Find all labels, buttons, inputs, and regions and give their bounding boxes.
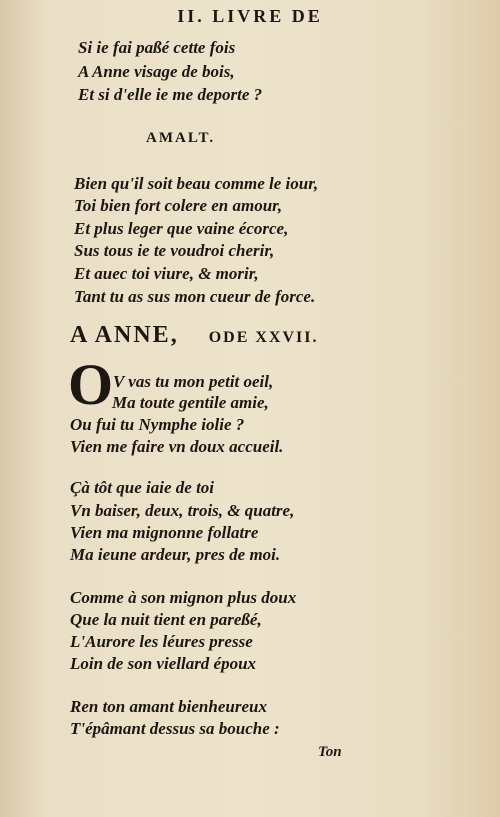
verse-line: Vn baiser, deux, trois, & quatre, — [70, 501, 295, 520]
ode-number: ODE XXVII. — [208, 329, 319, 346]
verse-line: Vien me faire vn doux accueil. — [70, 437, 284, 456]
verse-line: Bien qu'il soit beau comme le iour, — [74, 174, 319, 193]
verse-line: T'épâmant dessus sa bouche : — [70, 719, 280, 738]
verse-line: Toi bien fort colere en amour, — [74, 196, 283, 215]
verse-line: Si ie fai paßé cette fois — [78, 38, 236, 57]
ode-title — [70, 322, 318, 349]
verse-line: Ma ieune ardeur, pres de moi. — [70, 545, 281, 564]
verse-line: Vien ma mignonne follatre — [70, 523, 259, 542]
ode-dedication: A ANNE, — [70, 322, 179, 348]
verse-line: Ou fui tu Nymphe iolie ? — [70, 415, 245, 434]
verse-line: Ren ton amant bienheureux — [70, 697, 267, 716]
verse-line: V vas tu mon petit oeil, — [113, 372, 274, 391]
verse-line: Et si d'elle ie me deporte ? — [78, 85, 263, 104]
verse-line: Sus tous ie te voudroi cherir, — [74, 241, 275, 260]
verse-line: Et auec toi viure, & morir, — [74, 264, 259, 283]
verse-line: L'Aurore les léures presse — [70, 632, 253, 651]
drop-cap: O — [68, 352, 114, 417]
verse-line: Et plus leger que vaine écorce, — [74, 219, 289, 238]
verse-line: Çà tôt que iaie de toi — [70, 478, 215, 497]
verse-line: A Anne visage de bois, — [78, 62, 235, 81]
verse-line: Tant tu as sus mon cueur de force. — [74, 287, 316, 306]
verse-line: Que la nuit tient en pareßé, — [70, 610, 262, 629]
catchword: Ton — [318, 744, 342, 760]
speaker-heading: AMALT. — [146, 130, 216, 146]
verse-line: Comme à son mignon plus doux — [70, 588, 297, 607]
running-header: II. LIVRE DE — [177, 6, 323, 26]
verse-line: Loin de son viellard époux — [70, 654, 257, 673]
verse-line: Ma toute gentile amie, — [112, 393, 269, 412]
